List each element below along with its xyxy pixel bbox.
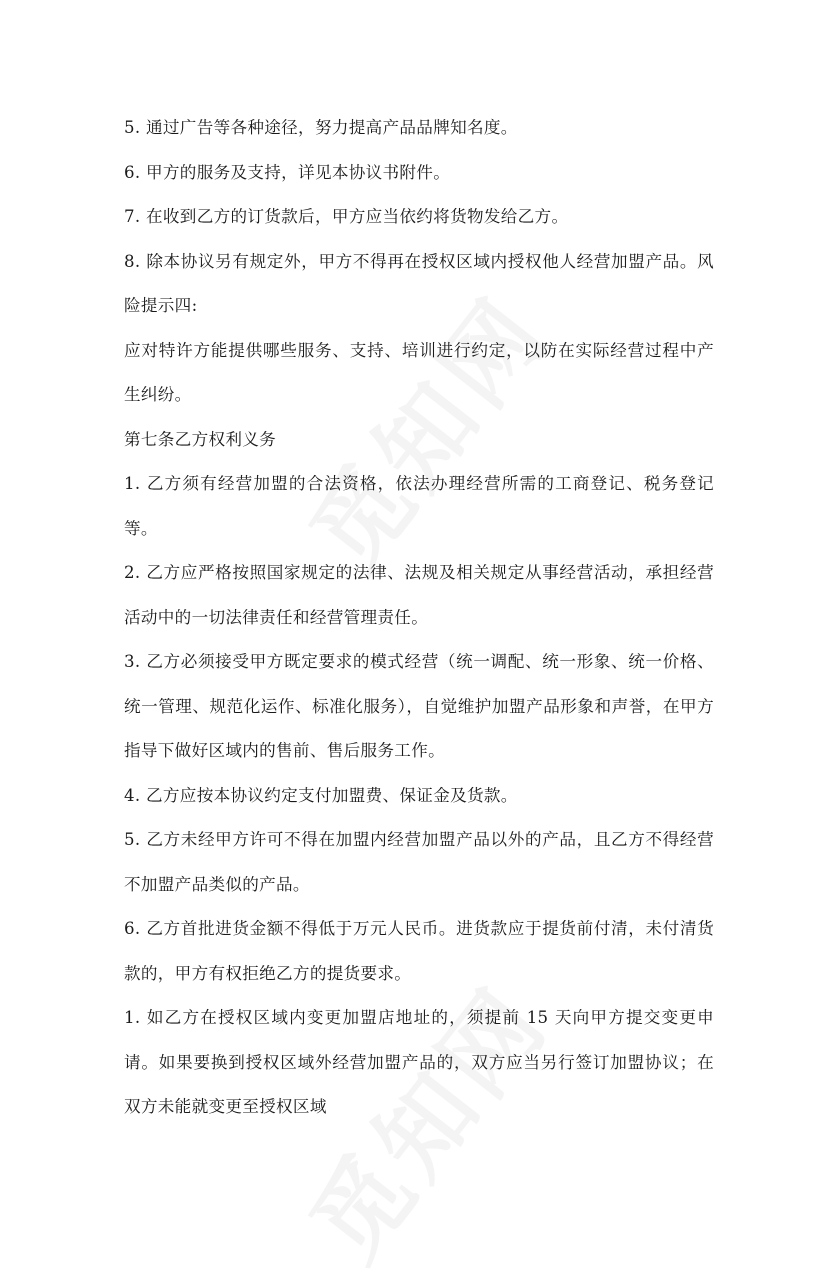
paragraph: 4. 乙方应按本协议约定支付加盟费、保证金及货款。	[124, 785, 518, 805]
document-body	[124, 106, 714, 1130]
paragraph: 6. 甲方的服务及支持，详见本协议书附件。	[124, 162, 451, 182]
paragraph: 3. 乙方必须接受甲方既定要求的模式经营（统一调配、统一形象、统一价格、统一管理、规范化运作、标准化服务），自觉维护加盟产品形象和声誉，在甲方指导下做好区域内的售前、售后服务工作。	[124, 652, 714, 760]
paragraph: 6. 乙方首批进货金额不得低于万元人民币。进货款应于提货前付清，未付清货款的，甲方有权拒绝乙方的提货要求。	[124, 919, 714, 983]
paragraph: 1. 如乙方在授权区域内变更加盟店地址的，须提前 15 天向甲方提交变更申请。如果要换到授权区域外经营加盟产品的，双方应当另行签订加盟协议；在双方未能就变更至授权区域	[124, 1008, 714, 1116]
paragraph: 应对特许方能提供哪些服务、支持、培训进行约定，以防在实际经营过程中产生纠纷。	[124, 340, 714, 404]
paragraph: 8. 除本协议另有规定外，甲方不得再在授权区域内授权他人经营加盟产品。风险提示四:	[124, 251, 714, 315]
section-heading: 第七条乙方权利义务	[124, 429, 277, 449]
paragraph: 2. 乙方应严格按照国家规定的法律、法规及相关规定从事经营活动，承担经营活动中的一切法律责任和经营管理责任。	[124, 563, 714, 627]
paragraph: 5. 乙方未经甲方许可不得在加盟内经营加盟产品以外的产品，且乙方不得经营不加盟产品类似的产品。	[124, 830, 714, 894]
paragraph: 1. 乙方须有经营加盟的合法资格，依法办理经营所需的工商登记、税务登记等。	[124, 474, 714, 538]
paragraph: 7. 在收到乙方的订货款后，甲方应当依约将货物发给乙方。	[124, 207, 569, 226]
paragraph: 5. 通过广告等各种途径，努力提高产品品牌知名度。	[124, 118, 518, 137]
